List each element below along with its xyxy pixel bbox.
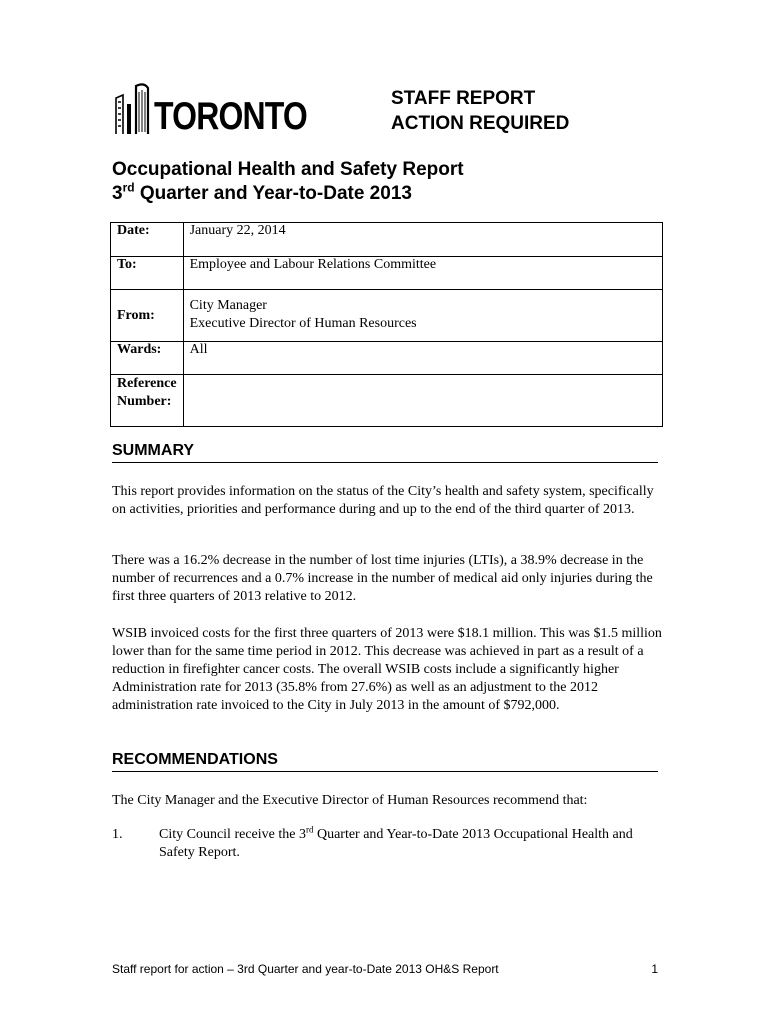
date-label: Date: — [111, 223, 184, 257]
page-number: 1 — [651, 962, 658, 976]
footer-text: Staff report for action – 3rd Quarter and year-to-Date 2013 OH&S Report — [112, 962, 499, 976]
reference-label: Reference Number: — [111, 375, 184, 427]
recommendation-number: 1. — [112, 827, 123, 842]
recommendations-heading: RECOMMENDATIONS — [112, 750, 658, 772]
summary-heading: SUMMARY — [112, 441, 658, 463]
date-value: January 22, 2014 — [183, 223, 662, 257]
reference-row — [111, 375, 663, 427]
to-row — [111, 257, 663, 290]
from-label: From: — [111, 290, 184, 342]
summary-paragraph-1: This report provides information on the status of the City’s health and safety system, specifically on activities, priorities and performance during and up to the end of the third quarter of 2013. — [112, 484, 654, 517]
from-line2: Executive Director of Human Resources — [189, 316, 417, 331]
logo-wordmark: TORONTO — [154, 95, 307, 138]
report-type-line1: STAFF REPORT — [391, 88, 536, 109]
recommendations-intro: The City Manager and the Executive Director of Human Resources recommend that: — [112, 793, 588, 808]
from-value — [183, 290, 662, 342]
from-row — [111, 290, 663, 342]
summary-paragraph-3: WSIB invoiced costs for the first three quarters of 2013 were $18.1 million. This was $1.5 million lower than for the same time period in 2012. This decrease was achieved in part as a result of a reduction in firefighter cancer costs. The overall WSIB costs include a significantly higher Administration rate for 2013 (35.8% from 27.6%) as well as an adjustment to the 2012 administration rate invoiced to the City in July 2013 in the amount of $792,000. — [112, 626, 662, 713]
city-hall-icon — [114, 82, 150, 134]
date-row — [111, 223, 663, 257]
title-line1: Occupational Health and Safety Report — [112, 159, 464, 180]
to-label: To: — [111, 257, 184, 290]
to-value: Employee and Labour Relations Committee — [183, 257, 662, 290]
wards-value: All — [183, 342, 662, 375]
report-metadata-table — [110, 222, 663, 427]
from-line1: City Manager — [189, 298, 267, 313]
wards-label: Wards: — [111, 342, 184, 375]
report-title — [112, 158, 464, 206]
page-footer — [112, 962, 658, 976]
reference-value — [183, 375, 662, 427]
recommendation-text: City Council receive the 3rd Quarter and Year-to-Date 2013 Occupational Health and Safety Report. — [159, 824, 633, 860]
title-line2: 3rd Quarter and Year-to-Date 2013 — [112, 180, 412, 204]
city-logo — [114, 78, 341, 138]
report-type — [391, 86, 569, 136]
wards-row — [111, 342, 663, 375]
report-type-line2: ACTION REQUIRED — [391, 113, 570, 134]
summary-paragraph-2: There was a 16.2% decrease in the number of lost time injuries (LTIs), a 38.9% decrease in the number of recurrences and a 0.7% increase in the number of medical aid only injuries during the first three quarters of 2013 relative to 2012. — [112, 553, 653, 604]
